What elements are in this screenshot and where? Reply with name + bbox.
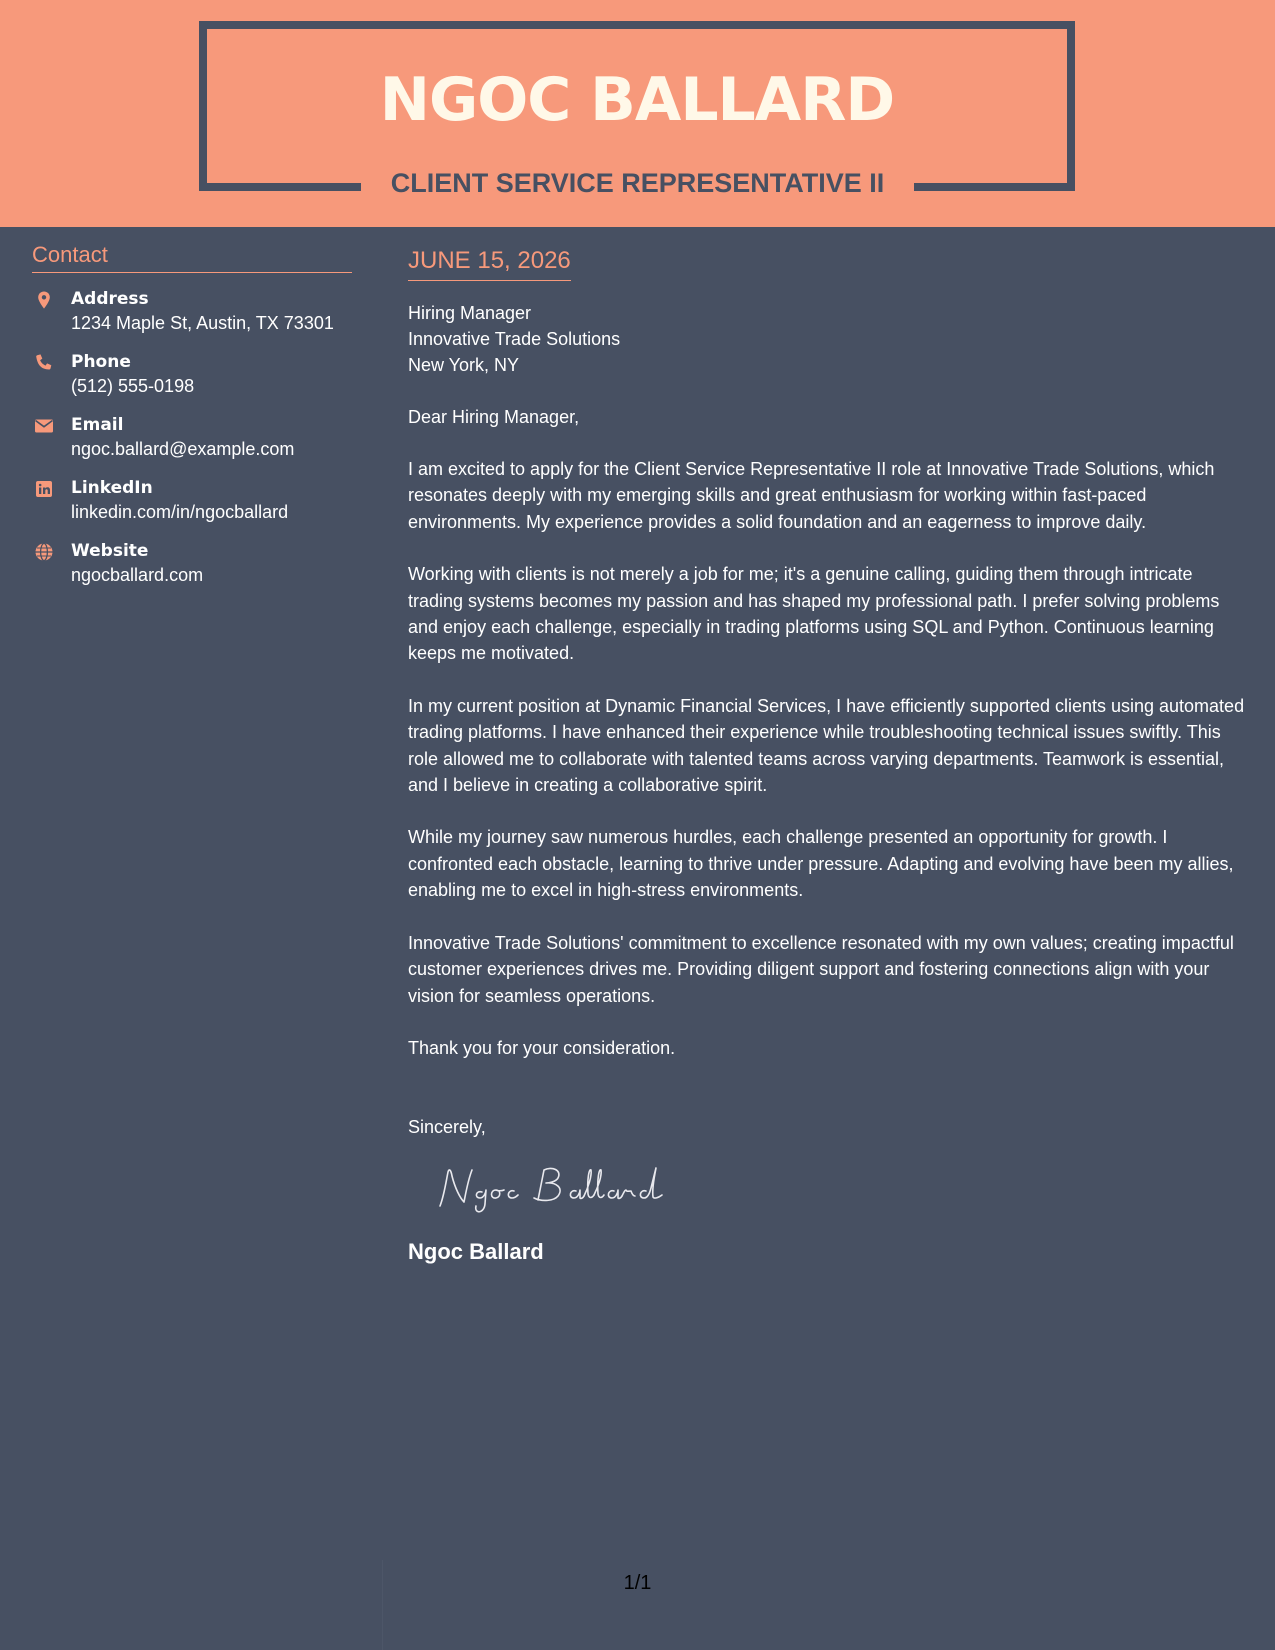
globe-icon	[34, 542, 54, 562]
contact-item-address	[32, 287, 352, 336]
contact-label: LinkedIn	[71, 478, 153, 498]
header-frame-bottom-left	[199, 183, 361, 191]
contact-item-website	[32, 539, 352, 588]
contact-sidebar	[32, 240, 352, 588]
header-banner	[0, 0, 1275, 227]
recipient-line: Innovative Trade Solutions	[408, 329, 621, 349]
contact-value: ngoc.ballard@example.com	[71, 439, 295, 459]
closing-salutation: Sincerely,	[408, 1116, 486, 1137]
recipient-block	[408, 300, 1248, 378]
closing-thanks: Thank you for your consideration.	[408, 1037, 676, 1058]
contact-label: Website	[71, 541, 149, 561]
letter-body	[408, 245, 1248, 1267]
contact-value: (512) 555-0198	[71, 376, 195, 396]
envelope-icon	[34, 416, 54, 436]
handwritten-signature	[430, 1158, 670, 1218]
contact-item-linkedin	[32, 476, 352, 525]
contact-value: 1234 Maple St, Austin, TX 73301	[71, 313, 334, 333]
contact-heading: Contact	[32, 240, 352, 273]
signer-name: Ngoc Ballard	[408, 1238, 544, 1264]
contact-label: Address	[71, 289, 149, 309]
contact-item-email	[32, 413, 352, 462]
job-title: CLIENT SERVICE REPRESENTATIVE II	[390, 168, 885, 198]
recipient-line: New York, NY	[408, 355, 520, 375]
letter-paragraph: Innovative Trade Solutions' commitment to excellence resonated with my own values; creating impactful customer experiences drives me. Providing diligent support and fostering connections align with your vision for seamless operations.	[408, 932, 1234, 1006]
letter-paragraph: Working with clients is not merely a job for me; it's a genuine calling, guiding them through intricate trading systems becomes my passion and has shaped my professional path. I prefer solving problems and enjoy each challenge, especially in trading platforms using SQL and Python. Continuous learning keeps me motivated.	[408, 564, 1220, 664]
salutation: Dear Hiring Manager,	[408, 407, 580, 427]
letter-paragraph: I am excited to apply for the Client Service Representative II role at Innovative Trade Solutions, which resonates deeply with my emerging skills and great enthusiasm for working within fast-paced environments. My experience provides a solid foundation and an eagerness to improve daily.	[408, 459, 1215, 532]
contact-label: Phone	[71, 352, 131, 372]
contact-value: linkedin.com/in/ngocballard	[71, 502, 289, 522]
map-pin-icon	[34, 290, 54, 310]
letter-paragraph: While my journey saw numerous hurdles, each challenge presented an opportunity for growth. I confronted each obstacle, learning to thrive under pressure. Adapting and evolving have been my allies, enabling me to excel in high-stress environments.	[408, 827, 1234, 901]
letter-paragraph: In my current position at Dynamic Financial Services, I have efficiently supported clients using automated trading platforms. I have enhanced their experience while troubleshooting technical issues swiftly. This role allowed me to collaborate with talented teams across varying departments. Teamwork is essential, and I believe in creating a collaborative spirit.	[408, 695, 1245, 796]
letter-date: JUNE 15, 2026	[408, 245, 571, 281]
recipient-line: Hiring Manager	[408, 303, 532, 323]
contact-value: ngocballard.com	[71, 565, 204, 585]
contact-item-phone	[32, 350, 352, 399]
contact-label: Email	[71, 415, 124, 435]
page-number: 1/1	[623, 1572, 652, 1594]
phone-icon	[34, 353, 54, 373]
header-frame-bottom-right	[914, 183, 1075, 191]
candidate-name: NGOC BALLARD	[379, 65, 895, 135]
linkedin-icon	[34, 479, 54, 499]
